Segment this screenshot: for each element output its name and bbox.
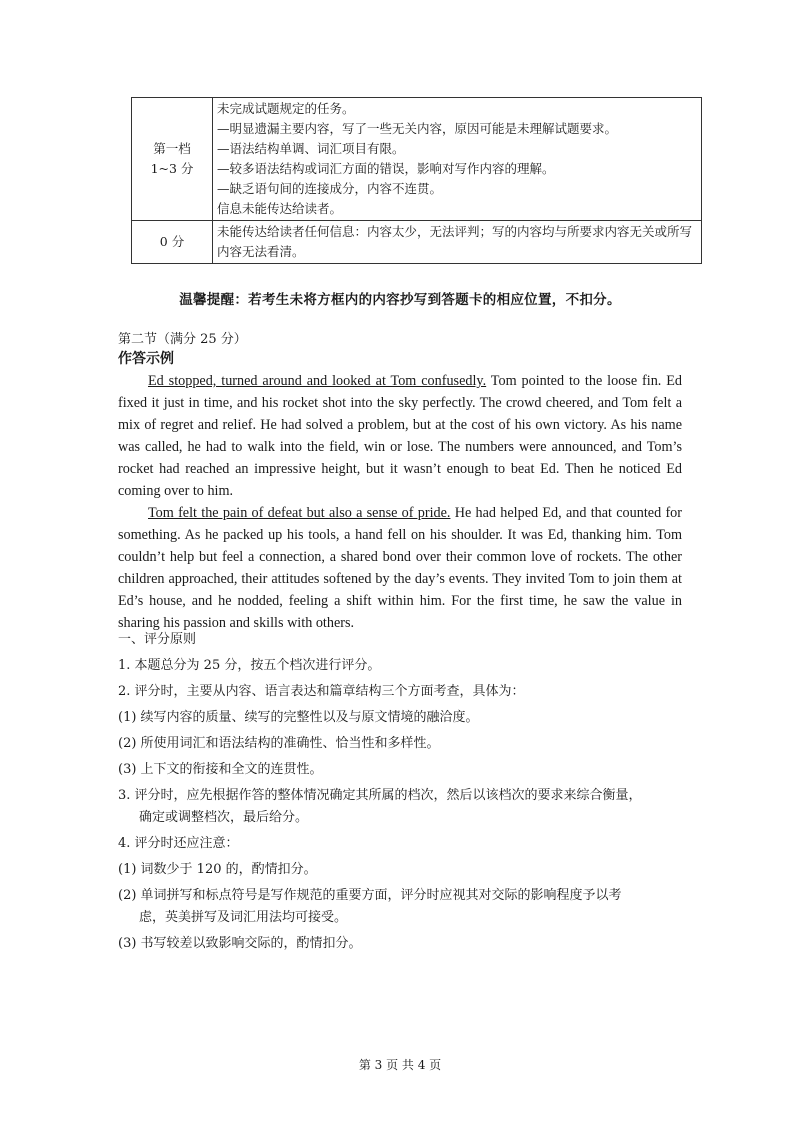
paragraph-text: He had helped Ed, and that counted for something. As he packed up his tools, a hand fell on his shoulder. It was Ed, thanking him. Tom couldn’t help but feel a connection, a shared bond over their common love of rockets. The other children approached, their attitudes softened by the day’s events. They invited Tom to join them at Ed’s house, and he nodded, feeling a shift within him. For the first time, he saw the value in sharing his passion and skills with others. xyxy=(118,505,682,631)
rubric-line: 未能传达给读者任何信息：内容太少，无法评判；写的内容均与所要求内容无关或所写内容无法看清。 xyxy=(217,224,693,259)
rubric-line: —较多语法结构或词汇方面的错误，影响对写作内容的理解。 xyxy=(217,161,555,176)
principle-item: 2. 评分时，主要从内容、语言表达和篇章结构三个方面考查，具体为： xyxy=(118,684,525,699)
sample-answer-heading: 作答示例 xyxy=(118,351,174,367)
principle-subitem: (2) 所使用词汇和语法结构的准确性、恰当性和多样性。 xyxy=(118,736,440,751)
reminder-notice: 温馨提醒：若考生未将方框内的内容抄写到答题卡的相应位置，不扣分。 xyxy=(179,292,621,308)
section-title: 第二节（满分 25 分） xyxy=(118,332,247,347)
principle-subitem: (2) 单词拼写和标点符号是写作规范的重要方面，评分时应视其对交际的影响程度予以考 xyxy=(118,888,622,903)
principle-subitem: (1) 词数少于 120 的，酌情扣分。 xyxy=(118,862,317,877)
principle-subitem: (3) 上下文的衔接和全文的连贯性。 xyxy=(118,762,323,777)
principle-subitem: (3) 书写较差以致影响交际的，酌情扣分。 xyxy=(118,936,362,951)
page-number-footer: 第 3 页 共 4 页 xyxy=(358,1058,442,1072)
principle-item: 3. 评分时，应先根据作答的整体情况确定其所属的档次，然后以该档次的要求来综合衡量， xyxy=(118,788,642,803)
rubric-row-band-1 xyxy=(132,98,702,221)
band-cell xyxy=(132,221,213,264)
rubric-line: 信息未能传达给读者。 xyxy=(217,201,343,216)
scoring-rubric-table xyxy=(131,97,702,264)
principles-heading: 一、评分原则 xyxy=(118,632,197,647)
rubric-line: —缺乏语句间的连接成分，内容不连贯。 xyxy=(217,181,443,196)
principle-subitem-continued: 虑，英美拼写及词汇用法均可接受。 xyxy=(139,910,348,925)
essay-paragraph-2 xyxy=(118,502,682,634)
band-description xyxy=(213,221,702,264)
principle-item: 1. 本题总分为 25 分，按五个档次进行评分。 xyxy=(118,658,381,673)
band-cell xyxy=(132,98,213,221)
rubric-line: —语法结构单调、词汇项目有限。 xyxy=(217,141,405,156)
scoring-principles xyxy=(118,632,698,962)
band-score: 1~3 分 xyxy=(150,161,194,176)
principle-item: 4. 评分时还应注意： xyxy=(118,836,239,851)
rubric-line: —明显遗漏主要内容，写了一些无关内容，原因可能是未理解试题要求。 xyxy=(217,121,618,136)
principle-subitem: (1) 续写内容的质量、续写的完整性以及与原文情境的融洽度。 xyxy=(118,710,479,725)
band-name: 第一档 xyxy=(153,141,191,156)
sample-essay xyxy=(118,370,682,634)
underlined-opening-sentence: Tom felt the pain of defeat but also a sense of pride. xyxy=(148,505,451,521)
rubric-row-zero xyxy=(132,221,702,264)
principle-item-continued: 确定或调整档次，最后给分。 xyxy=(139,810,309,825)
band-score: 0 分 xyxy=(159,234,185,249)
underlined-opening-sentence: Ed stopped, turned around and looked at Tom confusedly. xyxy=(148,373,487,389)
rubric-line: 未完成试题规定的任务。 xyxy=(217,101,355,116)
essay-paragraph-1 xyxy=(118,370,682,502)
band-description xyxy=(213,98,702,221)
paragraph-text: Tom pointed to the loose fin. Ed fixed it just in time, and his rocket shot into the sky perfectly. The crowd cheered, and Tom felt a mix of regret and relief. He had solved a problem, but at the cost of his own victory. As his name was called, he had to walk into the field, win or lose. The numbers were announced, and Tom’s rocket had reached an impressive height, but it wasn’t enough to beat Ed. Then he noticed Ed coming over to him. xyxy=(118,373,682,499)
